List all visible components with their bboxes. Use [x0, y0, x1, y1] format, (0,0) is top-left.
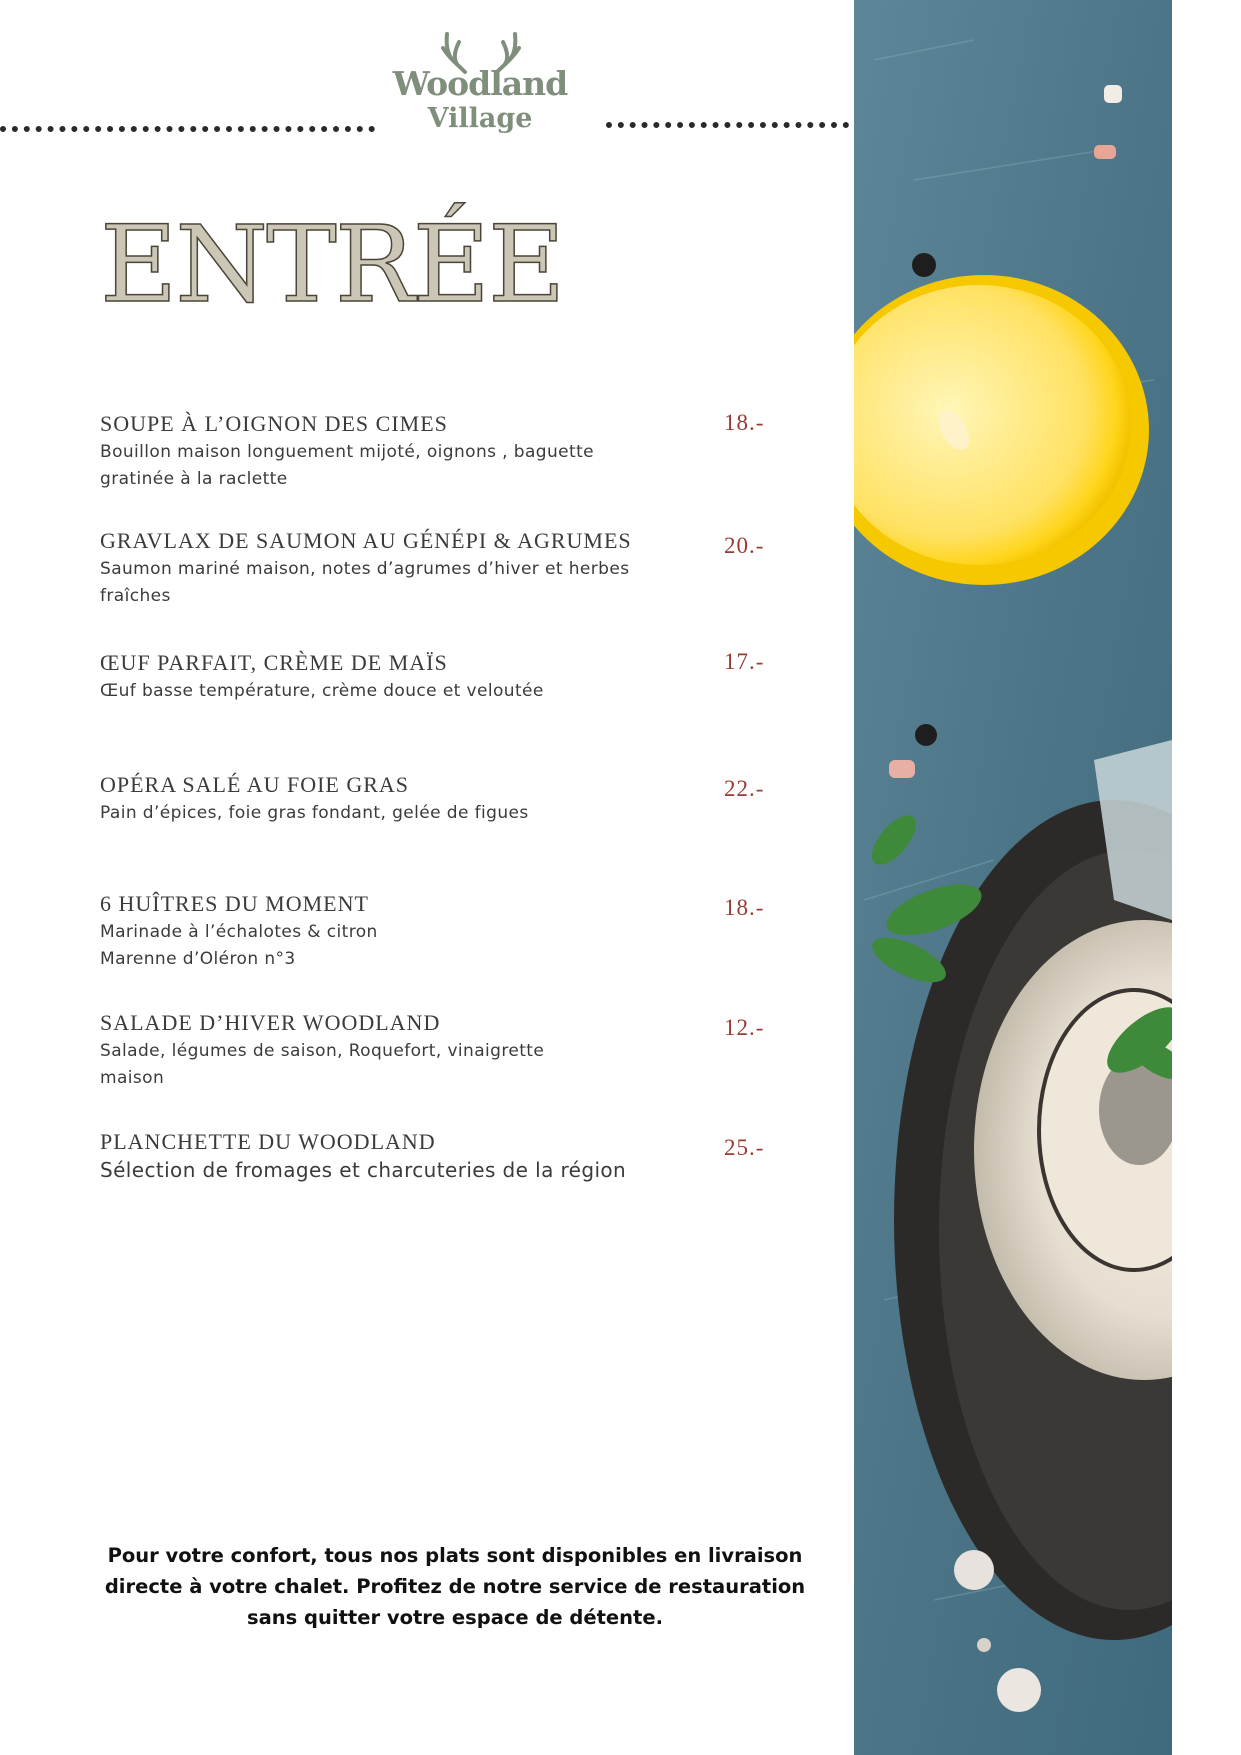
menu-item [100, 1009, 660, 1092]
menu-item-price: 18.- [724, 410, 765, 435]
menu-item-description: Salade, légumes de saison, Roquefort, vinaigrette maison [100, 1041, 545, 1088]
lemon-oyster-illustration [854, 0, 1172, 1755]
dotted-divider-left [0, 126, 375, 132]
woodland-village-logo [380, 22, 580, 142]
menu-item [100, 1128, 660, 1184]
menu-item-name: ŒUF PARFAIT, CRÈME DE MAÏS [100, 650, 448, 675]
menu-item-description: Sélection de fromages et charcuteries de la région [100, 1158, 627, 1182]
menu-item [100, 649, 660, 705]
delivery-note-line: sans quitter votre espace de détente. [247, 1606, 663, 1629]
logo-wordmark-woodland: Woodland [392, 64, 568, 103]
menu-item [100, 890, 660, 973]
menu-item-price: 22.- [724, 776, 765, 801]
menu-item-name: 6 HUÎTRES DU MOMENT [100, 891, 369, 916]
menu-item-description: Bouillon maison longuement mijoté, oignons , baguette gratinée à la raclette [100, 442, 595, 489]
menu-item-description: Œuf basse température, crème douce et veloutée [100, 681, 544, 701]
menu-item-price: 17.- [724, 649, 765, 674]
menu-item-name: SALADE D’HIVER WOODLAND [100, 1010, 441, 1035]
menu-item-price: 18.- [724, 895, 765, 920]
menu-item-price: 25.- [724, 1135, 765, 1160]
food-photo [854, 0, 1172, 1755]
menu-item-name: GRAVLAX DE SAUMON AU GÉNÉPI & AGRUMES [100, 528, 632, 553]
menu-item [100, 527, 660, 610]
menu-item [100, 410, 660, 493]
delivery-note [90, 1540, 820, 1633]
menu-item-name: OPÉRA SALÉ AU FOIE GRAS [100, 772, 410, 797]
menu-item-price: 20.- [724, 533, 765, 558]
menu-item-description-line2: Marenne d’Oléron n°3 [100, 949, 296, 969]
delivery-note-line: Pour votre confort, tous nos plats sont disponibles en livraison [107, 1544, 803, 1567]
menu-item-name: PLANCHETTE DU WOODLAND [100, 1129, 436, 1154]
delivery-note-line: directe à votre chalet. Profitez de notre service de restauration [104, 1575, 806, 1598]
logo-wordmark-village: Village [427, 103, 533, 134]
menu-item-description: Marinade à l’échalotes & citron [100, 922, 378, 942]
menu-item-description: Saumon mariné maison, notes d’agrumes d’hiver et herbes fraîches [100, 559, 630, 606]
menu-item-description: Pain d’épices, foie gras fondant, gelée de figues [100, 803, 529, 823]
menu-item-name: SOUPE À L’OIGNON DES CIMES [100, 411, 448, 436]
menu-item-price: 12.- [724, 1015, 765, 1040]
menu-item [100, 771, 660, 827]
section-title: ENTRÉE [100, 203, 564, 326]
